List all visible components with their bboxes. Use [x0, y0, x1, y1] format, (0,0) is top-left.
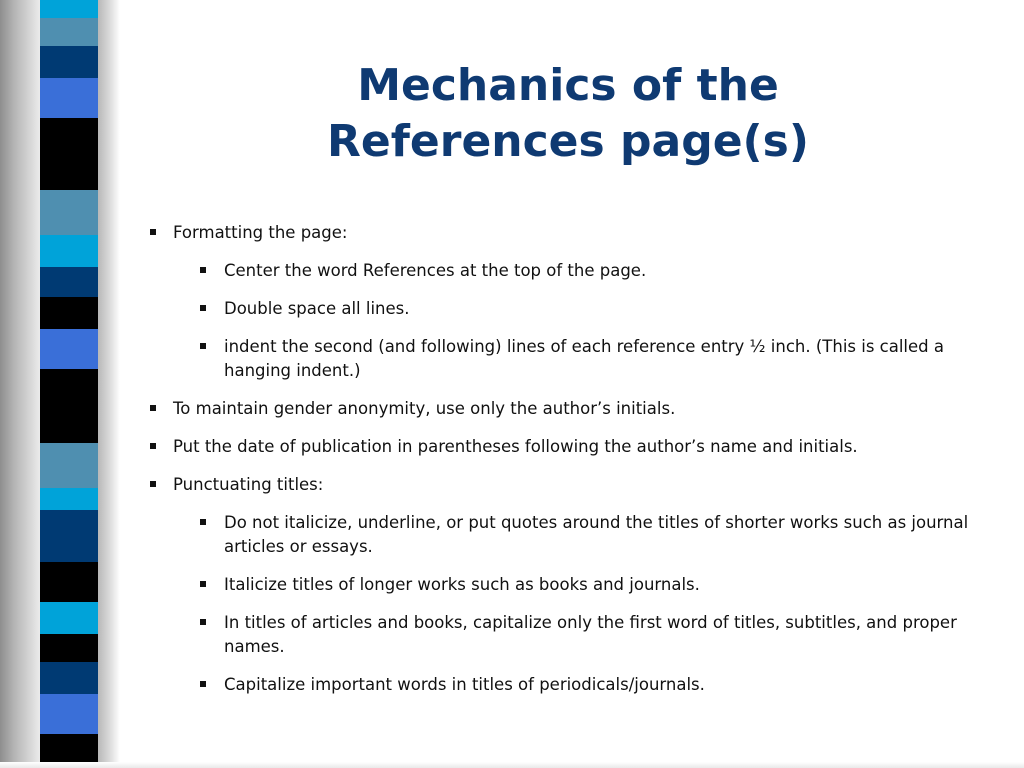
- slide-title-line-2: References page(s): [327, 116, 809, 167]
- list-item: Double space all lines.: [224, 299, 410, 318]
- bullet-marker: [150, 229, 156, 235]
- list-item: Center the word References at the top of the page.: [224, 261, 647, 280]
- list-item: indent the second (and following) lines of each reference entry ½ inch. (This is called a hanging indent.): [224, 337, 944, 380]
- bullet-marker: [150, 443, 156, 449]
- list-item: Do not italicize, underline, or put quotes around the titles of shorter works such as journal articles or essays.: [224, 513, 969, 556]
- list-item: Formatting the page:: [173, 223, 348, 242]
- list-item: To maintain gender anonymity, use only the author’s initials.: [173, 399, 676, 418]
- list-item: Put the date of publication in parentheses following the author’s name and initials.: [173, 437, 858, 456]
- bullet-marker: [200, 305, 206, 311]
- bullet-marker: [200, 343, 206, 349]
- bullet-marker: [200, 581, 206, 587]
- bullet-marker: [200, 519, 206, 525]
- list-item: In titles of articles and books, capitalize only the first word of titles, subtitles, and proper names.: [224, 613, 957, 656]
- list-item: Punctuating titles:: [173, 475, 324, 494]
- bullet-marker: [200, 681, 206, 687]
- slide-title-line-1: Mechanics of the: [357, 60, 779, 111]
- bullet-marker: [200, 619, 206, 625]
- bullet-marker: [200, 267, 206, 273]
- bullet-marker: [150, 405, 156, 411]
- list-item: Italicize titles of longer works such as books and journals.: [224, 575, 700, 594]
- bullet-marker: [150, 481, 156, 487]
- bottom-edge: [0, 762, 1024, 768]
- list-item: Capitalize important words in titles of periodicals/journals.: [224, 675, 705, 694]
